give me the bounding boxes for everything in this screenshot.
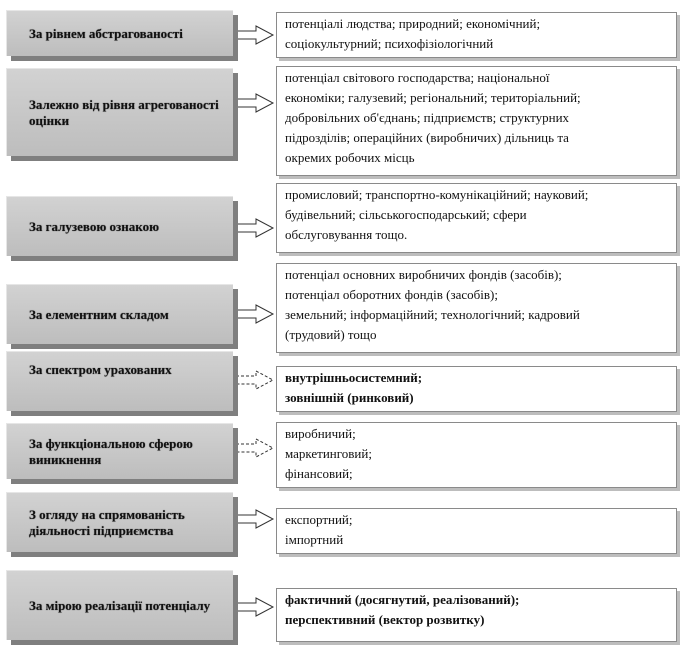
connector-arrow: [236, 371, 273, 389]
types-box-abstraction: [276, 12, 677, 58]
type-line: добровільних об'єднань; підприємств; структурних: [285, 110, 570, 125]
type-line: земельний; інформаційний; технологічний; кадровий: [285, 307, 580, 322]
category-box-elements: [6, 284, 233, 344]
type-line: потенціалі людства; природний; економічний;: [285, 16, 541, 31]
type-line: соціокультурний; психофізіологічний: [285, 36, 494, 51]
type-line: виробничий;: [285, 426, 356, 441]
category-box-industry: [6, 196, 233, 256]
type-line: зовнішній (ринковий): [285, 390, 414, 405]
connector-arrow: [236, 439, 273, 457]
types-box-orientation: [276, 508, 677, 554]
types-box-spectrum: [276, 366, 677, 412]
type-line: внутрішньосистемний;: [285, 370, 423, 385]
category-box-spectrum: [6, 351, 233, 411]
type-line: потенціал основних виробничих фондів (засобів);: [285, 267, 562, 282]
type-line: імпортний: [285, 532, 344, 547]
type-line: (трудовий) тощо: [285, 327, 377, 342]
category-box-aggregation: [6, 68, 233, 156]
connector-arrow: [236, 94, 273, 112]
types-box-elements: [276, 263, 677, 353]
type-line: обслуговування тощо.: [285, 227, 408, 242]
type-line: потенціал оборотних фондів (засобів);: [285, 287, 498, 302]
category-label: За спектром урахованих: [29, 362, 172, 377]
type-line: підрозділів; операційних (виробничих) дільниць та: [285, 130, 569, 145]
category-box-abstraction: [6, 10, 233, 56]
type-line: будівельний; сільськогосподарський; сфери: [285, 207, 527, 222]
connector-arrow: [236, 26, 273, 44]
type-line: маркетинговий;: [285, 446, 372, 461]
types-box-functional: [276, 422, 677, 488]
category-label: За елементним складом: [29, 306, 169, 322]
category-label: За рівнем абстрагованості: [29, 25, 183, 41]
category-box-realization: [6, 570, 233, 640]
connector-arrow: [236, 598, 273, 616]
type-line: економіки; галузевий; регіональний; територіальний;: [285, 90, 581, 105]
connector-arrow: [236, 219, 273, 237]
category-label: З огляду на спрямованість діяльності підприємства: [29, 506, 185, 538]
category-label: За функціональною сферою виникнення: [29, 435, 193, 467]
category-box-functional: [6, 423, 233, 479]
types-box-realization: [276, 588, 677, 642]
category-label: За галузевою ознакою: [29, 218, 159, 234]
category-box-orientation: [6, 492, 233, 552]
type-line: окремих робочих місць: [285, 150, 415, 165]
types-box-industry: [276, 183, 677, 253]
connector-arrow: [236, 510, 273, 528]
connector-arrow: [236, 305, 273, 323]
category-label: Залежно від рівня агрегованості оцінки: [29, 96, 219, 128]
type-line: фінансовий;: [285, 466, 353, 481]
type-line: потенціал світового господарства; національної: [285, 70, 550, 85]
category-label: За мірою реалізації потенціалу: [29, 597, 211, 613]
type-line: промисловий; транспортно-комунікаційний; науковий;: [285, 187, 589, 202]
type-line: фактичний (досягнутий, реалізований);: [285, 592, 520, 607]
type-line: експортний;: [285, 512, 353, 527]
type-line: перспективний (вектор розвитку): [285, 612, 485, 627]
types-box-aggregation: [276, 66, 677, 176]
